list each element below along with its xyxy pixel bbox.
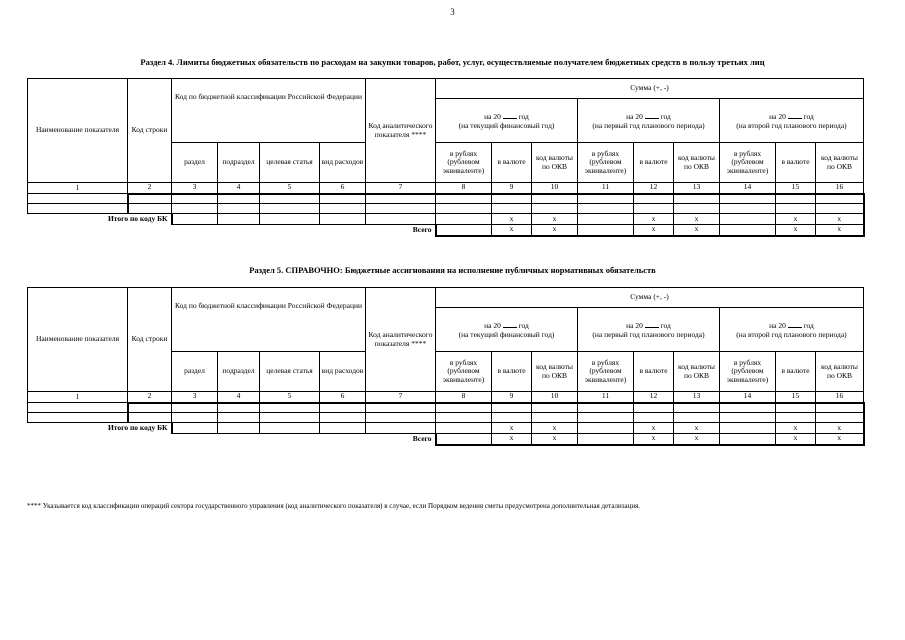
table-cell[interactable] [128,413,172,423]
header-sum-sub: код валюты по ОКВ [816,143,864,183]
x-mark: x [634,225,674,236]
table-cell[interactable] [578,204,634,214]
header-sum-sub: в валюте [776,352,816,392]
table-cell[interactable] [436,403,492,413]
column-number: 11 [578,392,634,403]
section-5-table [27,287,865,446]
header-bk-sub: вид расходов [320,352,366,392]
column-number: 13 [674,392,720,403]
column-number: 13 [674,183,720,194]
table-cell[interactable] [532,194,578,204]
itogo-row [28,214,864,225]
column-number: 9 [492,392,532,403]
year-prefix: на 20 [626,320,643,330]
table-cell[interactable] [218,403,260,413]
column-number: 14 [720,392,776,403]
table-cell[interactable] [720,194,776,204]
table-cell[interactable] [320,403,366,413]
table-cell[interactable] [674,204,720,214]
table-cell[interactable] [128,403,172,413]
table-cell[interactable] [436,225,492,236]
x-mark: x [816,214,864,225]
column-number: 12 [634,392,674,403]
section-5-title: Раздел 5. СПРАВОЧНО: Бюджетные ассигнования на исполнение публичных нормативных обязательств [249,265,656,275]
table-cell[interactable] [260,403,320,413]
header-bk-sub: целевая статья [260,352,320,392]
x-mark: x [532,214,578,225]
column-number: 11 [578,183,634,194]
header-sum-sub: в рублях (рублевом эквиваленте) [720,143,776,183]
table-cell[interactable] [816,204,864,214]
header-sum-sub: код валюты по ОКВ [532,352,578,392]
x-mark: x [776,225,816,236]
table-cell[interactable] [720,204,776,214]
table-row [28,413,864,423]
table-cell[interactable] [720,225,776,236]
column-number: 3 [172,392,218,403]
table-cell[interactable] [634,204,674,214]
x-mark: x [492,423,532,434]
column-number: 2 [128,183,172,194]
x-mark: x [634,423,674,434]
table-cell[interactable] [172,403,218,413]
period-header-2 [578,308,720,352]
column-number: 10 [532,183,578,194]
column-number: 5 [260,392,320,403]
table-cell[interactable] [674,413,720,423]
period-label: (на первый год планового периода) [592,329,705,339]
table-cell[interactable] [128,194,172,204]
table-cell[interactable] [172,214,218,225]
column-number: 4 [218,183,260,194]
itogo-label: Итого по коду БК [28,423,172,434]
table-cell[interactable] [436,204,492,214]
table-cell[interactable] [320,214,366,225]
table-cell[interactable] [578,413,634,423]
table-cell[interactable] [816,403,864,413]
x-mark: x [776,423,816,434]
table-cell[interactable] [776,194,816,204]
table-cell[interactable] [218,413,260,423]
table-cell[interactable] [28,194,128,204]
x-mark: x [674,423,720,434]
table-cell[interactable] [366,194,436,204]
table-cell[interactable] [218,204,260,214]
column-number: 6 [320,183,366,194]
year-suffix: год [660,111,671,121]
x-mark: x [776,214,816,225]
table-cell[interactable] [260,214,320,225]
table-cell[interactable] [578,194,634,204]
column-number: 7 [366,183,436,194]
table-cell[interactable] [776,403,816,413]
header-sum-sub: в рублях (рублевом эквиваленте) [720,352,776,392]
header-bk-sub: подраздел [218,143,260,183]
itogo-label: Итого по коду БК [28,214,172,225]
table-cell[interactable] [578,214,634,225]
table-cell[interactable] [776,204,816,214]
table-cell[interactable] [218,214,260,225]
header-analytic: Код аналитического показателя **** [366,79,436,183]
section-4-title: Раздел 4. Лимиты бюджетных обязательств по расходам на закупки товаров, работ, услуг, осуществляемые получателем бюджетных средств в пользу третьих лиц [140,57,765,67]
year-prefix: на 20 [769,320,786,330]
header-sum-sub: в валюте [492,352,532,392]
table-cell[interactable] [366,204,436,214]
table-cell[interactable] [260,423,320,434]
period-label: (на второй год планового периода) [736,120,847,130]
x-mark: x [816,225,864,236]
table-cell[interactable] [436,214,492,225]
itogo-row [28,423,864,434]
header-code: Код строки [128,288,172,392]
table-cell[interactable] [128,204,172,214]
column-number: 1 [28,392,128,403]
column-number: 14 [720,183,776,194]
table-cell[interactable] [532,413,578,423]
period-header-1 [436,308,578,352]
header-name: Наименование показателя [28,288,128,392]
table-cell[interactable] [578,225,634,236]
table-row [28,403,864,413]
table-row [28,204,864,214]
column-number: 8 [436,183,492,194]
table-cell[interactable] [720,214,776,225]
x-mark: x [776,434,816,445]
year-suffix: год [660,320,671,330]
header-sum-sub: в валюте [634,352,674,392]
table-cell[interactable] [260,413,320,423]
table-cell[interactable] [674,403,720,413]
table-cell[interactable] [578,423,634,434]
table-row [28,194,864,204]
x-mark: x [532,225,578,236]
table-cell[interactable] [720,413,776,423]
header-bk-sub: целевая статья [260,143,320,183]
table-cell[interactable] [776,413,816,423]
year-suffix: год [518,111,529,121]
column-number: 9 [492,183,532,194]
year-suffix: год [803,320,814,330]
table-cell[interactable] [436,194,492,204]
x-mark: x [674,225,720,236]
table-cell[interactable] [320,423,366,434]
table-cell[interactable] [492,204,532,214]
x-mark: x [674,214,720,225]
table-cell[interactable] [172,194,218,204]
table-cell[interactable] [28,204,128,214]
header-sum-sub: в рублях (рублевом эквиваленте) [436,352,492,392]
header-sum-sub: в рублях (рублевом эквиваленте) [578,352,634,392]
header-sum-sub: в валюте [634,143,674,183]
header-sum-sub: в валюте [492,143,532,183]
table-cell[interactable] [816,194,864,204]
column-number: 12 [634,183,674,194]
x-mark: x [816,434,864,445]
table-cell[interactable] [634,194,674,204]
period-label: (на первый год планового периода) [592,120,705,130]
header-bk: Код по бюджетной классификации Российской Федерации [172,288,366,352]
column-number: 15 [776,183,816,194]
header-bk-sub: раздел [172,143,218,183]
vsego-label: Всего [28,225,436,236]
table-cell[interactable] [436,434,492,445]
table-cell[interactable] [218,423,260,434]
table-cell[interactable] [172,204,218,214]
vsego-row [28,434,864,445]
header-sum-sub: код валюты по ОКВ [816,352,864,392]
header-analytic: Код аналитического показателя **** [366,288,436,392]
table-cell[interactable] [816,413,864,423]
column-number: 8 [436,392,492,403]
column-number: 10 [532,392,578,403]
footnote: **** Указывается код классификации операций сектора государственного управления (код аналитического показателя) в случае, если Порядком ведения сметы предусмотрена дополнительная детализация. [27,502,641,510]
table-cell[interactable] [634,413,674,423]
header-sum-sub: в валюте [776,143,816,183]
table-cell[interactable] [28,413,128,423]
table-cell[interactable] [578,403,634,413]
x-mark: x [492,225,532,236]
table-cell[interactable] [634,403,674,413]
table-cell[interactable] [674,194,720,204]
table-cell[interactable] [366,413,436,423]
table-cell[interactable] [366,214,436,225]
x-mark: x [634,434,674,445]
year-prefix: на 20 [484,111,501,121]
x-mark: x [492,434,532,445]
header-sum-sub: код валюты по ОКВ [674,352,720,392]
header-sum: Сумма (+, -) [436,79,864,99]
table-cell[interactable] [492,194,532,204]
table-cell[interactable] [492,413,532,423]
period-label: (на второй год планового периода) [736,329,847,339]
section-4-table [27,78,865,237]
header-sum-sub: в рублях (рублевом эквиваленте) [436,143,492,183]
table-cell[interactable] [436,413,492,423]
table-cell[interactable] [172,423,218,434]
column-number: 16 [816,392,864,403]
table-cell[interactable] [720,403,776,413]
table-cell[interactable] [720,434,776,445]
column-number: 2 [128,392,172,403]
column-number: 3 [172,183,218,194]
table-cell[interactable] [218,194,260,204]
year-prefix: на 20 [626,111,643,121]
year-suffix: год [803,111,814,121]
header-sum: Сумма (+, -) [436,288,864,308]
table-cell[interactable] [532,403,578,413]
header-sum-sub: код валюты по ОКВ [674,143,720,183]
year-suffix: год [518,320,529,330]
year-prefix: на 20 [769,111,786,121]
x-mark: x [674,434,720,445]
header-bk-sub: раздел [172,352,218,392]
period-header-3 [720,308,864,352]
period-header-3 [720,99,864,143]
vsego-row [28,225,864,236]
header-bk-sub: подраздел [218,352,260,392]
header-sum-sub: код валюты по ОКВ [532,143,578,183]
column-number: 1 [28,183,128,194]
year-prefix: на 20 [484,320,501,330]
table-cell[interactable] [492,403,532,413]
table-cell[interactable] [578,434,634,445]
table-cell[interactable] [366,403,436,413]
page-number: 3 [450,7,455,17]
column-number: 4 [218,392,260,403]
header-code: Код строки [128,79,172,183]
column-number: 7 [366,392,436,403]
period-header-2 [578,99,720,143]
header-bk: Код по бюджетной классификации Российской Федерации [172,79,366,143]
header-bk-sub: вид расходов [320,143,366,183]
table-cell[interactable] [720,423,776,434]
column-number: 15 [776,392,816,403]
table-cell[interactable] [260,204,320,214]
table-cell[interactable] [366,423,436,434]
column-number: 16 [816,183,864,194]
column-number: 5 [260,183,320,194]
table-cell[interactable] [172,413,218,423]
table-cell[interactable] [436,423,492,434]
table-cell[interactable] [320,194,366,204]
header-name: Наименование показателя [28,79,128,183]
x-mark: x [816,423,864,434]
header-sum-sub: в рублях (рублевом эквиваленте) [578,143,634,183]
column-number: 6 [320,392,366,403]
x-mark: x [492,214,532,225]
table-cell[interactable] [320,413,366,423]
period-label: (на текущий финансовый год) [458,120,555,130]
table-cell[interactable] [320,204,366,214]
vsego-label: Всего [28,434,436,445]
period-label: (на текущий финансовый год) [458,329,555,339]
x-mark: x [532,423,578,434]
table-cell[interactable] [260,194,320,204]
x-mark: x [634,214,674,225]
table-cell[interactable] [532,204,578,214]
period-header-1 [436,99,578,143]
table-cell[interactable] [28,403,128,413]
x-mark: x [532,434,578,445]
